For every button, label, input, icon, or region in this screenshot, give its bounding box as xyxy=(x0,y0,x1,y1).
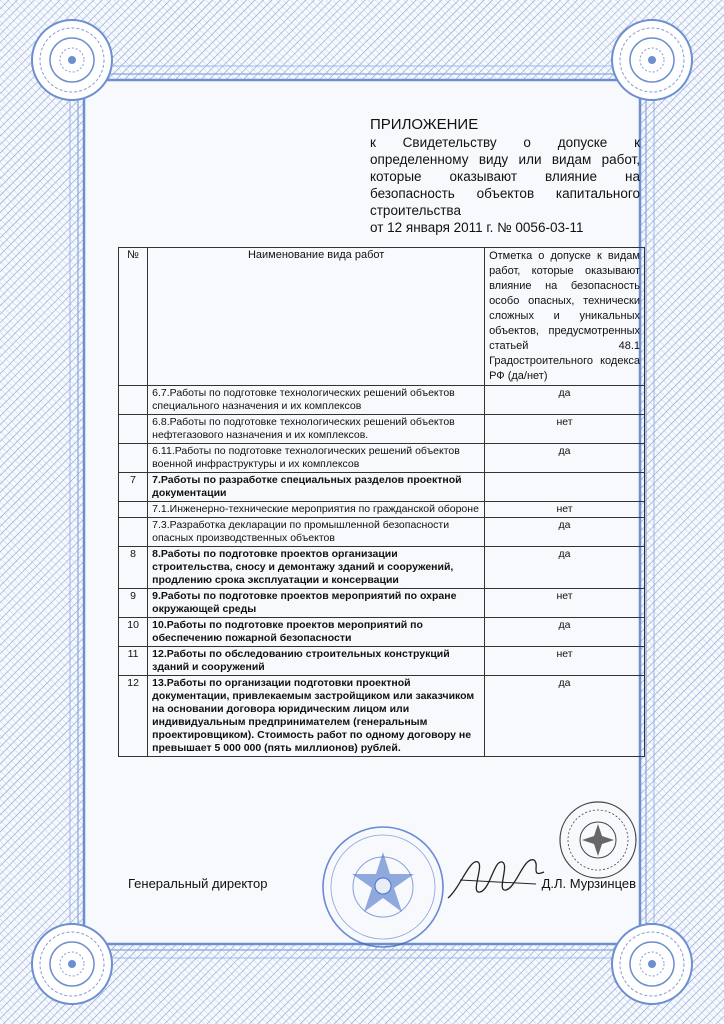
row-num: 7 xyxy=(119,473,148,502)
corner-rosette-top-left-icon xyxy=(32,20,112,100)
corner-rosette-bottom-right-icon xyxy=(612,924,692,1004)
row-name: 6.11.Работы по подготовке технологических решений объектов военной инфраструктуры и их комплексов xyxy=(148,444,485,473)
row-num: 12 xyxy=(119,676,148,757)
table-row xyxy=(119,647,645,676)
signer-position: Генеральный директор xyxy=(128,876,268,891)
works-table xyxy=(118,247,645,757)
row-mark xyxy=(485,473,645,502)
appendix-description: к Свидетельству о допуске к определенному виду или видам работ, которые оказывают влияние на безопасность объектов капитального строительства xyxy=(370,135,640,218)
round-seal-icon xyxy=(318,822,448,952)
handwritten-signature-icon xyxy=(440,848,550,908)
table-header-row xyxy=(119,248,645,386)
table-row xyxy=(119,618,645,647)
row-name: 7.1.Инженерно-технические мероприятия по гражданской обороне xyxy=(148,502,485,518)
corner-rosette-bottom-left-icon xyxy=(32,924,112,1004)
row-num: 9 xyxy=(119,589,148,618)
row-name: 6.8.Работы по подготовке технологических решений объектов нефтегазового назначения и их комплексов. xyxy=(148,415,485,444)
appendix-heading xyxy=(370,116,640,236)
row-name: 10.Работы по подготовке проектов мероприятий по обеспечению пожарной безопасности xyxy=(148,618,485,647)
row-num: 10 xyxy=(119,618,148,647)
row-name: 12.Работы по обследованию строительных конструкций зданий и сооружений xyxy=(148,647,485,676)
row-num: 8 xyxy=(119,547,148,589)
table-row xyxy=(119,676,645,757)
table-row xyxy=(119,444,645,473)
row-mark: нет xyxy=(485,589,645,618)
row-name: 6.7.Работы по подготовке технологических решений объектов специального назначения и их комплексов xyxy=(148,386,485,415)
row-num xyxy=(119,386,148,415)
table-body xyxy=(119,386,645,757)
row-mark: нет xyxy=(485,647,645,676)
row-mark: да xyxy=(485,676,645,757)
row-num xyxy=(119,502,148,518)
row-name: 8.Работы по подготовке проектов организации строительства, сносу и демонтажу зданий и сооружений, продлению срока эксплуатации и консервации xyxy=(148,547,485,589)
header-mark: Отметка о допуске к видам работ, которые оказывают влияние на безопасность особо опасных, технически сложных и уникальных объектов, предусмотренных статьей 48.1 Градостроительного кодекса РФ (да/нет) xyxy=(485,248,645,386)
company-stamp-icon xyxy=(556,798,640,882)
table-row xyxy=(119,547,645,589)
table-row xyxy=(119,386,645,415)
row-name: 7.Работы по разработке специальных разделов проектной документации xyxy=(148,473,485,502)
table-row xyxy=(119,518,645,547)
signer-name: Д.Л. Мурзинцев xyxy=(541,876,636,891)
row-mark: нет xyxy=(485,415,645,444)
row-mark: да xyxy=(485,444,645,473)
appendix-title: ПРИЛОЖЕНИЕ xyxy=(370,116,479,133)
row-mark: да xyxy=(485,386,645,415)
row-name: 9.Работы по подготовке проектов мероприятий по охране окружающей среды xyxy=(148,589,485,618)
row-name: 7.3.Разработка декларации по промышленной безопасности опасных производственных объектов xyxy=(148,518,485,547)
row-mark: да xyxy=(485,618,645,647)
header-num: № xyxy=(119,248,148,386)
table-row xyxy=(119,502,645,518)
row-mark: да xyxy=(485,547,645,589)
appendix-date: от 12 января 2011 г. № 0056-03-11 xyxy=(370,220,584,235)
table-row xyxy=(119,473,645,502)
row-num xyxy=(119,444,148,473)
row-num: 11 xyxy=(119,647,148,676)
row-num xyxy=(119,415,148,444)
table-row xyxy=(119,415,645,444)
row-mark: нет xyxy=(485,502,645,518)
row-name: 13.Работы по организации подготовки проектной документации, привлекаемым застройщиком или заказчиком на основании договора юридическим лицом или индивидуальным предпринимателем (генеральным проектировщиком). Стоимость работ по одному договору не превышает 5 000 000 (пять миллионов) рублей. xyxy=(148,676,485,757)
table-row xyxy=(119,589,645,618)
row-mark: да xyxy=(485,518,645,547)
corner-rosette-top-right-icon xyxy=(612,20,692,100)
row-num xyxy=(119,518,148,547)
header-name: Наименование вида работ xyxy=(148,248,485,386)
